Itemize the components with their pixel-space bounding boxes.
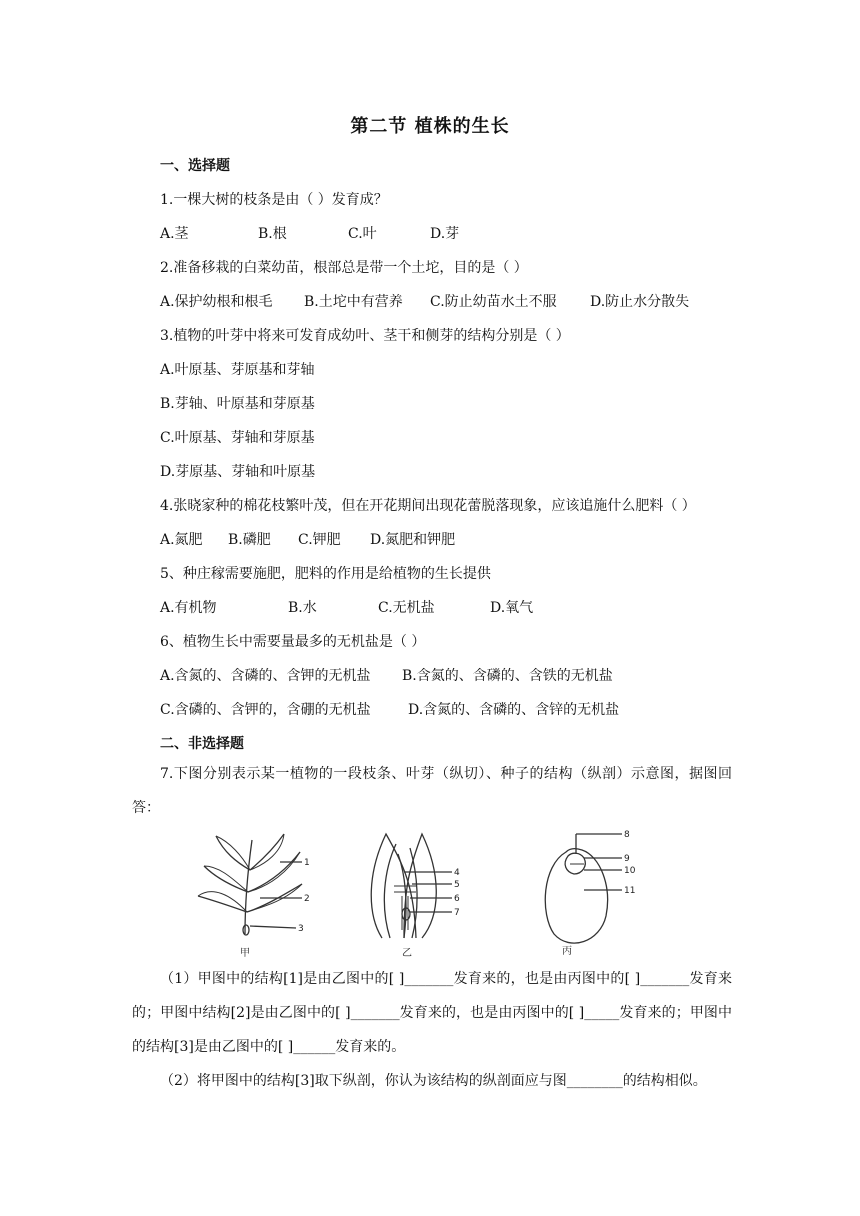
label-7: 7 <box>454 908 460 918</box>
page-title: 第二节 植株的生长 <box>350 116 510 137</box>
question-5-option-a: A.有机物 <box>160 600 217 616</box>
question-1-option-b: B.根 <box>258 226 287 242</box>
label-5: 5 <box>454 880 460 890</box>
caption-bing: 丙 <box>562 946 572 957</box>
label-11: 11 <box>624 886 636 896</box>
section-heading-nonchoice: 二、非选择题 <box>160 736 244 752</box>
caption-yi: 乙 <box>402 948 412 959</box>
question-4-option-c: C.钾肥 <box>298 532 341 548</box>
section-heading-choice: 一、选择题 <box>160 158 230 174</box>
question-3-stem: 3.植物的叶芽中将来可发育成幼叶、茎干和侧芽的结构分别是（ ） <box>160 328 570 344</box>
label-9: 9 <box>624 854 630 864</box>
question-4-option-a: A.氮肥 <box>160 532 203 548</box>
question-3-option-d: D.芽原基、芽轴和叶原基 <box>160 464 316 480</box>
label-4: 4 <box>454 868 460 878</box>
seed-drawing <box>545 834 622 943</box>
question-3-option-a: A.叶原基、芽原基和芽轴 <box>160 362 315 378</box>
question-1-option-c: C.叶 <box>348 226 377 242</box>
question-6-option-b: B.含氮的、含磷的、含铁的无机盐 <box>402 668 613 684</box>
question-2-option-c: C.防止幼苗水土不服 <box>430 294 557 310</box>
question-2-option-d: D.防止水分散失 <box>590 294 690 310</box>
leaf-bud-drawing <box>371 834 452 938</box>
question-3-option-b: B.芽轴、叶原基和芽原基 <box>160 396 315 412</box>
question-6-option-d: D.含氮的、含磷的、含锌的无机盐 <box>408 702 620 718</box>
question-2-option-a: A.保护幼根和根毛 <box>160 294 273 310</box>
question-5-stem: 5、种庄稼需要施肥，肥料的作用是给植物的生长提供 <box>160 566 491 582</box>
question-1-stem: 1.一棵大树的枝条是由（ ）发育成？ <box>160 192 388 208</box>
label-3: 3 <box>298 924 304 934</box>
question-2-stem: 2.准备移栽的白菜幼苗，根部总是带一个土坨，目的是（ ） <box>160 260 528 276</box>
question-6-stem: 6、植物生长中需要量最多的无机盐是（ ） <box>160 634 426 650</box>
question-5-option-b: B.水 <box>288 600 317 616</box>
question-4-option-d: D.氮肥和钾肥 <box>370 532 456 548</box>
question-3-option-c: C.叶原基、芽轴和芽原基 <box>160 430 315 446</box>
label-6: 6 <box>454 894 460 904</box>
question-4-stem: 4.张晓家种的棉花枝繁叶茂，但在开花期间出现花蕾脱落现象，应该追施什么肥料（ ） <box>160 498 696 514</box>
question-1-option-d: D.芽 <box>430 226 460 242</box>
question-6-option-c: C.含磷的、含钾的，含硼的无机盐 <box>160 702 371 718</box>
question-5-option-c: C.无机盐 <box>378 600 435 616</box>
branch-drawing <box>198 834 302 935</box>
question-7-sub-1: （1）甲图中的结构[1]是由乙图中的[ ]_______发育来的，也是由丙图中的[ ]_______发育来的；甲图中结构[2]是由乙图中的[ ]_______发育来的，也是由丙图中的[ ]_____发育来的；甲图中的结构[3]是由乙图中的[ ]______发育来的。 <box>132 971 732 1055</box>
caption-jia: 甲 <box>240 948 250 959</box>
question-1-option-a: A.茎 <box>160 226 189 242</box>
label-2: 2 <box>304 894 310 904</box>
question-7-sub-2: （2）将甲图中的结构[3]取下纵剖，你认为该结构的纵剖面应与图________的结构相似。 <box>160 1073 707 1089</box>
label-10: 10 <box>624 866 636 876</box>
question-2-option-b: B.土坨中有营养 <box>304 294 403 310</box>
label-1: 1 <box>304 858 310 868</box>
question-5-option-d: D.氧气 <box>490 600 534 616</box>
question-4-option-b: B.磷肥 <box>228 532 271 548</box>
question-6-option-a: A.含氮的、含磷的、含钾的无机盐 <box>160 668 371 684</box>
label-8: 8 <box>624 830 630 840</box>
plant-structure-figure <box>190 826 690 960</box>
question-7-stem: 7.下图分别表示某一植物的一段枝条、叶芽（纵切）、种子的结构（纵剖）示意图，据图回答： <box>132 766 732 816</box>
plant-structure-diagram <box>190 826 690 960</box>
